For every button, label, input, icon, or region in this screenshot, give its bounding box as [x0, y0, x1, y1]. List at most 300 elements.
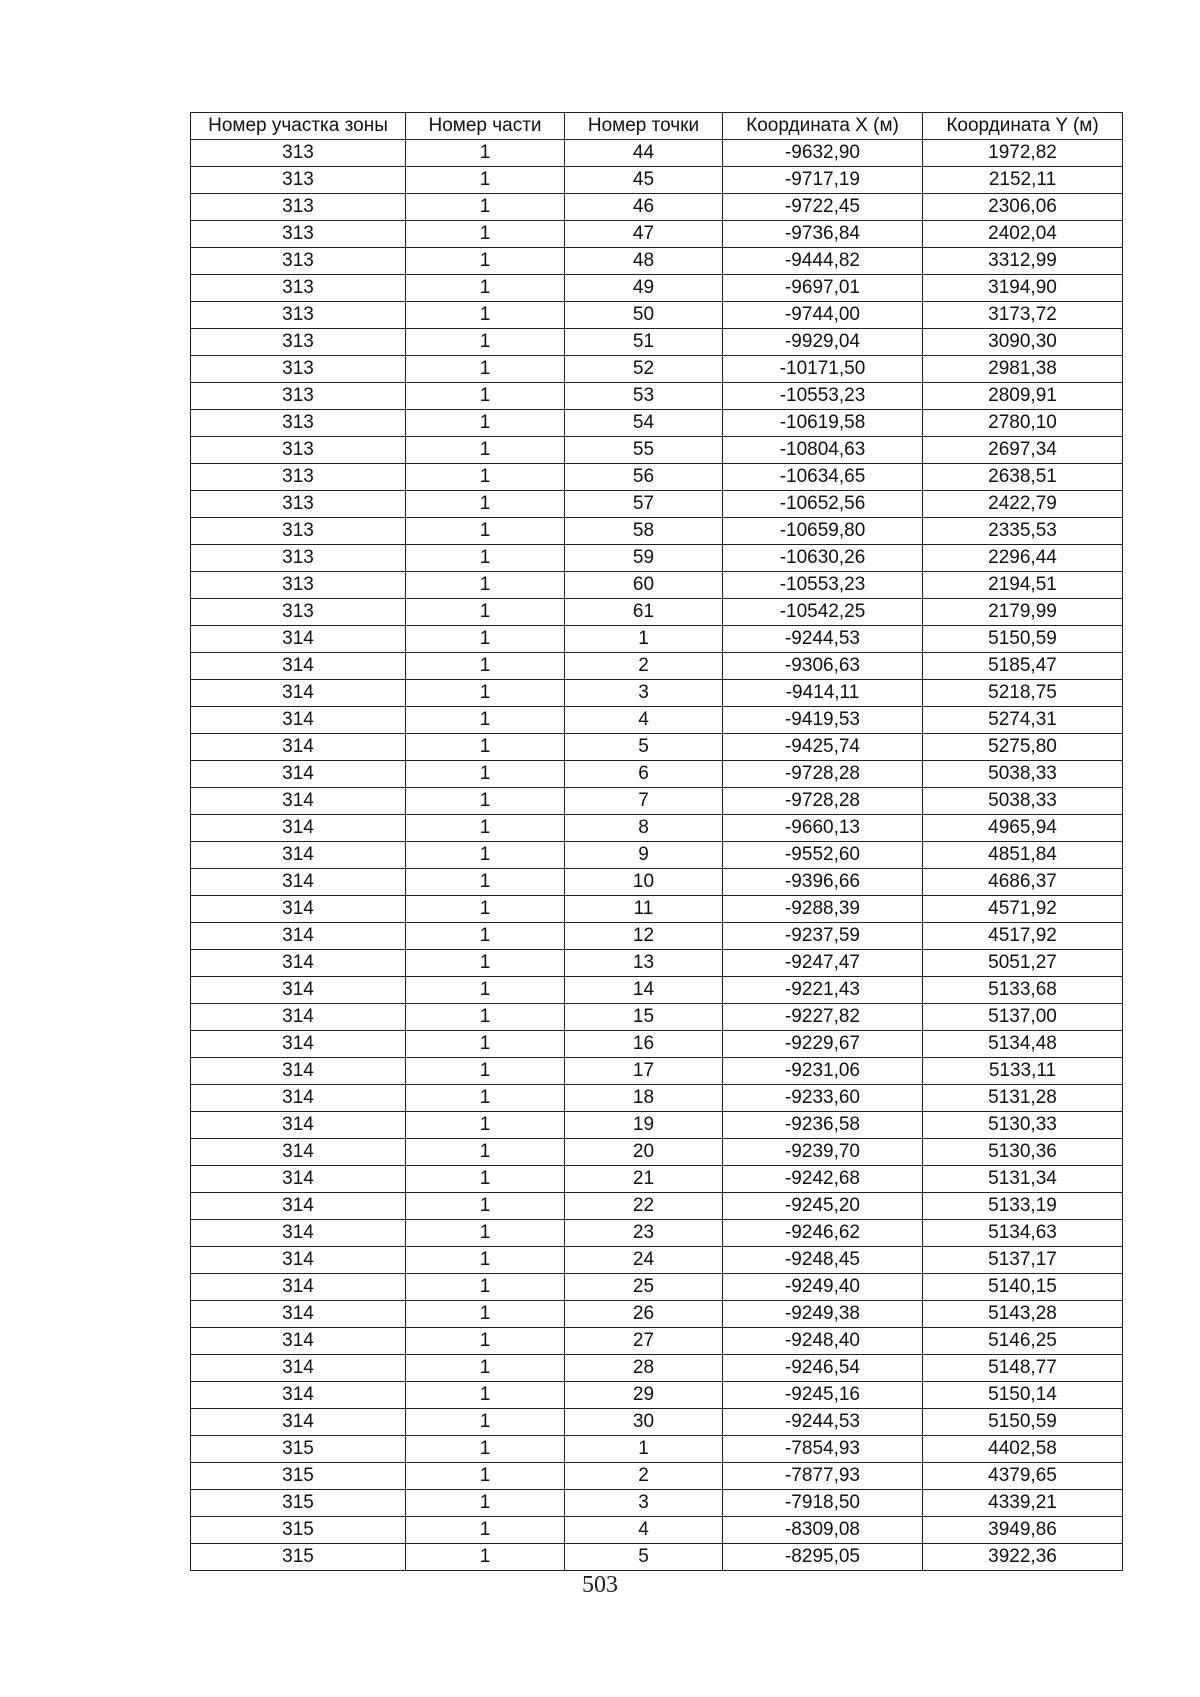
- cell-point-number: 16: [565, 1031, 723, 1058]
- cell-coordinate-x: -9237,59: [723, 923, 923, 950]
- cell-zone-plot-number: 313: [191, 275, 406, 302]
- cell-coordinate-x: -9728,28: [723, 788, 923, 815]
- table-row: [191, 1193, 1123, 1220]
- cell-zone-plot-number: 314: [191, 842, 406, 869]
- cell-coordinate-x: -8295,05: [723, 1544, 923, 1571]
- table-row: [191, 599, 1123, 626]
- cell-coordinate-y: 3173,72: [923, 302, 1123, 329]
- cell-coordinate-y: 5130,33: [923, 1112, 1123, 1139]
- cell-point-number: 20: [565, 1139, 723, 1166]
- cell-zone-plot-number: 314: [191, 977, 406, 1004]
- cell-coordinate-y: 5131,34: [923, 1166, 1123, 1193]
- cell-point-number: 56: [565, 464, 723, 491]
- table-row: [191, 1436, 1123, 1463]
- cell-coordinate-y: 3090,30: [923, 329, 1123, 356]
- cell-part-number: 1: [406, 923, 565, 950]
- cell-zone-plot-number: 313: [191, 599, 406, 626]
- cell-coordinate-y: 1972,82: [923, 140, 1123, 167]
- table-row: [191, 140, 1123, 167]
- cell-part-number: 1: [406, 653, 565, 680]
- cell-point-number: 55: [565, 437, 723, 464]
- cell-zone-plot-number: 314: [191, 1112, 406, 1139]
- cell-part-number: 1: [406, 734, 565, 761]
- table-row: [191, 1544, 1123, 1571]
- cell-coordinate-y: 4571,92: [923, 896, 1123, 923]
- cell-coordinate-x: -7854,93: [723, 1436, 923, 1463]
- table-row: [191, 491, 1123, 518]
- cell-zone-plot-number: 314: [191, 1301, 406, 1328]
- cell-zone-plot-number: 313: [191, 167, 406, 194]
- header-part-number: Номер части: [406, 113, 565, 140]
- header-row: [191, 113, 1123, 140]
- table-row: [191, 1058, 1123, 1085]
- cell-coordinate-y: 4517,92: [923, 923, 1123, 950]
- cell-coordinate-x: -10659,80: [723, 518, 923, 545]
- table-row: [191, 1166, 1123, 1193]
- cell-part-number: 1: [406, 815, 565, 842]
- cell-coordinate-y: 2422,79: [923, 491, 1123, 518]
- cell-part-number: 1: [406, 950, 565, 977]
- table-row: [191, 518, 1123, 545]
- table-row: [191, 896, 1123, 923]
- cell-point-number: 45: [565, 167, 723, 194]
- table-row: [191, 1409, 1123, 1436]
- cell-coordinate-y: 5133,11: [923, 1058, 1123, 1085]
- table-row: [191, 1112, 1123, 1139]
- cell-point-number: 8: [565, 815, 723, 842]
- cell-part-number: 1: [406, 329, 565, 356]
- cell-zone-plot-number: 313: [191, 329, 406, 356]
- cell-part-number: 1: [406, 491, 565, 518]
- cell-coordinate-y: 2638,51: [923, 464, 1123, 491]
- cell-point-number: 2: [565, 1463, 723, 1490]
- cell-part-number: 1: [406, 383, 565, 410]
- cell-zone-plot-number: 314: [191, 815, 406, 842]
- table-row: [191, 1463, 1123, 1490]
- table-row: [191, 842, 1123, 869]
- cell-zone-plot-number: 314: [191, 950, 406, 977]
- cell-zone-plot-number: 313: [191, 491, 406, 518]
- table-row: [191, 572, 1123, 599]
- cell-part-number: 1: [406, 1490, 565, 1517]
- cell-zone-plot-number: 315: [191, 1544, 406, 1571]
- cell-point-number: 48: [565, 248, 723, 275]
- cell-zone-plot-number: 313: [191, 383, 406, 410]
- cell-zone-plot-number: 314: [191, 869, 406, 896]
- cell-coordinate-y: 5185,47: [923, 653, 1123, 680]
- cell-part-number: 1: [406, 194, 565, 221]
- table-row: [191, 1490, 1123, 1517]
- cell-zone-plot-number: 314: [191, 761, 406, 788]
- cell-coordinate-y: 5140,15: [923, 1274, 1123, 1301]
- cell-part-number: 1: [406, 1355, 565, 1382]
- cell-zone-plot-number: 314: [191, 1274, 406, 1301]
- cell-coordinate-x: -10553,23: [723, 572, 923, 599]
- table-row: [191, 1382, 1123, 1409]
- cell-part-number: 1: [406, 869, 565, 896]
- cell-coordinate-y: 2402,04: [923, 221, 1123, 248]
- cell-part-number: 1: [406, 572, 565, 599]
- cell-coordinate-x: -10634,65: [723, 464, 923, 491]
- cell-coordinate-y: 5137,00: [923, 1004, 1123, 1031]
- cell-part-number: 1: [406, 1085, 565, 1112]
- cell-coordinate-y: 5150,59: [923, 626, 1123, 653]
- cell-zone-plot-number: 313: [191, 140, 406, 167]
- cell-coordinate-y: 2152,11: [923, 167, 1123, 194]
- cell-point-number: 5: [565, 734, 723, 761]
- table-row: [191, 923, 1123, 950]
- cell-point-number: 51: [565, 329, 723, 356]
- cell-coordinate-x: -9244,53: [723, 1409, 923, 1436]
- table-row: [191, 950, 1123, 977]
- cell-coordinate-y: 5146,25: [923, 1328, 1123, 1355]
- cell-zone-plot-number: 314: [191, 788, 406, 815]
- cell-coordinate-y: 5130,36: [923, 1139, 1123, 1166]
- cell-part-number: 1: [406, 1220, 565, 1247]
- table-row: [191, 356, 1123, 383]
- cell-part-number: 1: [406, 1301, 565, 1328]
- cell-coordinate-y: 5134,48: [923, 1031, 1123, 1058]
- table-row: [191, 248, 1123, 275]
- cell-coordinate-x: -9444,82: [723, 248, 923, 275]
- table-row: [191, 1247, 1123, 1274]
- cell-coordinate-y: 5134,63: [923, 1220, 1123, 1247]
- table-row: [191, 545, 1123, 572]
- cell-point-number: 24: [565, 1247, 723, 1274]
- cell-coordinate-x: -9396,66: [723, 869, 923, 896]
- cell-coordinate-x: -9249,38: [723, 1301, 923, 1328]
- cell-point-number: 53: [565, 383, 723, 410]
- cell-zone-plot-number: 314: [191, 1382, 406, 1409]
- cell-coordinate-x: -9231,06: [723, 1058, 923, 1085]
- cell-part-number: 1: [406, 1544, 565, 1571]
- cell-coordinate-x: -10804,63: [723, 437, 923, 464]
- table-row: [191, 275, 1123, 302]
- cell-coordinate-y: 2809,91: [923, 383, 1123, 410]
- cell-coordinate-y: 5274,31: [923, 707, 1123, 734]
- cell-zone-plot-number: 315: [191, 1436, 406, 1463]
- cell-coordinate-x: -9288,39: [723, 896, 923, 923]
- cell-point-number: 57: [565, 491, 723, 518]
- cell-coordinate-x: -10630,26: [723, 545, 923, 572]
- cell-point-number: 1: [565, 1436, 723, 1463]
- cell-zone-plot-number: 315: [191, 1490, 406, 1517]
- cell-part-number: 1: [406, 1058, 565, 1085]
- cell-coordinate-y: 4851,84: [923, 842, 1123, 869]
- cell-coordinate-y: 2697,34: [923, 437, 1123, 464]
- cell-part-number: 1: [406, 275, 565, 302]
- table-row: [191, 977, 1123, 1004]
- table-row: [191, 815, 1123, 842]
- cell-part-number: 1: [406, 1031, 565, 1058]
- cell-coordinate-x: -9229,67: [723, 1031, 923, 1058]
- cell-coordinate-x: -9221,43: [723, 977, 923, 1004]
- cell-zone-plot-number: 313: [191, 572, 406, 599]
- cell-part-number: 1: [406, 1463, 565, 1490]
- cell-point-number: 50: [565, 302, 723, 329]
- table-row: [191, 383, 1123, 410]
- page-number: 503: [582, 1572, 618, 1598]
- cell-zone-plot-number: 313: [191, 248, 406, 275]
- cell-point-number: 29: [565, 1382, 723, 1409]
- cell-point-number: 10: [565, 869, 723, 896]
- cell-coordinate-y: 5218,75: [923, 680, 1123, 707]
- cell-part-number: 1: [406, 1274, 565, 1301]
- cell-part-number: 1: [406, 1112, 565, 1139]
- cell-point-number: 12: [565, 923, 723, 950]
- cell-coordinate-x: -9246,62: [723, 1220, 923, 1247]
- cell-coordinate-x: -9552,60: [723, 842, 923, 869]
- cell-zone-plot-number: 314: [191, 707, 406, 734]
- cell-point-number: 15: [565, 1004, 723, 1031]
- cell-part-number: 1: [406, 761, 565, 788]
- header-coordinate-y: Координата Y (м): [923, 113, 1123, 140]
- cell-coordinate-y: 5133,19: [923, 1193, 1123, 1220]
- cell-point-number: 7: [565, 788, 723, 815]
- cell-part-number: 1: [406, 302, 565, 329]
- cell-coordinate-x: -9306,63: [723, 653, 923, 680]
- cell-coordinate-y: 4686,37: [923, 869, 1123, 896]
- cell-coordinate-x: -9736,84: [723, 221, 923, 248]
- table-row: [191, 302, 1123, 329]
- cell-coordinate-x: -9660,13: [723, 815, 923, 842]
- cell-point-number: 2: [565, 653, 723, 680]
- cell-point-number: 52: [565, 356, 723, 383]
- table-row: [191, 1220, 1123, 1247]
- cell-part-number: 1: [406, 545, 565, 572]
- cell-point-number: 13: [565, 950, 723, 977]
- cell-coordinate-x: -9233,60: [723, 1085, 923, 1112]
- cell-zone-plot-number: 314: [191, 1220, 406, 1247]
- table-row: [191, 437, 1123, 464]
- cell-coordinate-x: -9419,53: [723, 707, 923, 734]
- cell-coordinate-y: 5131,28: [923, 1085, 1123, 1112]
- table-row: [191, 329, 1123, 356]
- cell-coordinate-y: 4339,21: [923, 1490, 1123, 1517]
- cell-zone-plot-number: 314: [191, 1031, 406, 1058]
- cell-coordinate-x: -9244,53: [723, 626, 923, 653]
- cell-zone-plot-number: 313: [191, 464, 406, 491]
- cell-point-number: 27: [565, 1328, 723, 1355]
- cell-point-number: 1: [565, 626, 723, 653]
- cell-part-number: 1: [406, 356, 565, 383]
- table-row: [191, 410, 1123, 437]
- table-row: [191, 788, 1123, 815]
- cell-coordinate-x: -10652,56: [723, 491, 923, 518]
- cell-point-number: 59: [565, 545, 723, 572]
- cell-coordinate-y: 4379,65: [923, 1463, 1123, 1490]
- cell-zone-plot-number: 313: [191, 356, 406, 383]
- cell-coordinate-y: 5133,68: [923, 977, 1123, 1004]
- cell-zone-plot-number: 314: [191, 896, 406, 923]
- table-row: [191, 761, 1123, 788]
- table-row: [191, 653, 1123, 680]
- cell-coordinate-y: 5137,17: [923, 1247, 1123, 1274]
- cell-point-number: 19: [565, 1112, 723, 1139]
- header-coordinate-x: Координата X (м): [723, 113, 923, 140]
- cell-point-number: 47: [565, 221, 723, 248]
- cell-coordinate-y: 3312,99: [923, 248, 1123, 275]
- cell-point-number: 14: [565, 977, 723, 1004]
- cell-part-number: 1: [406, 1382, 565, 1409]
- cell-part-number: 1: [406, 1166, 565, 1193]
- cell-part-number: 1: [406, 464, 565, 491]
- cell-point-number: 26: [565, 1301, 723, 1328]
- cell-part-number: 1: [406, 1517, 565, 1544]
- cell-part-number: 1: [406, 1328, 565, 1355]
- table-row: [191, 1517, 1123, 1544]
- cell-point-number: 61: [565, 599, 723, 626]
- cell-part-number: 1: [406, 410, 565, 437]
- cell-part-number: 1: [406, 1409, 565, 1436]
- cell-point-number: 22: [565, 1193, 723, 1220]
- cell-zone-plot-number: 314: [191, 1409, 406, 1436]
- cell-part-number: 1: [406, 437, 565, 464]
- cell-part-number: 1: [406, 518, 565, 545]
- cell-part-number: 1: [406, 842, 565, 869]
- cell-coordinate-y: 5275,80: [923, 734, 1123, 761]
- cell-zone-plot-number: 313: [191, 437, 406, 464]
- table-row: [191, 1004, 1123, 1031]
- cell-part-number: 1: [406, 248, 565, 275]
- cell-part-number: 1: [406, 1193, 565, 1220]
- cell-coordinate-x: -9929,04: [723, 329, 923, 356]
- cell-part-number: 1: [406, 1139, 565, 1166]
- cell-point-number: 18: [565, 1085, 723, 1112]
- cell-point-number: 44: [565, 140, 723, 167]
- cell-coordinate-x: -10619,58: [723, 410, 923, 437]
- cell-zone-plot-number: 314: [191, 734, 406, 761]
- cell-part-number: 1: [406, 626, 565, 653]
- cell-coordinate-y: 3922,36: [923, 1544, 1123, 1571]
- cell-coordinate-x: -9425,74: [723, 734, 923, 761]
- table-row: [191, 734, 1123, 761]
- cell-coordinate-x: -7918,50: [723, 1490, 923, 1517]
- cell-zone-plot-number: 314: [191, 1328, 406, 1355]
- cell-coordinate-x: -9236,58: [723, 1112, 923, 1139]
- cell-zone-plot-number: 313: [191, 194, 406, 221]
- cell-coordinate-y: 5143,28: [923, 1301, 1123, 1328]
- table-row: [191, 707, 1123, 734]
- cell-coordinate-x: -9245,20: [723, 1193, 923, 1220]
- cell-zone-plot-number: 313: [191, 545, 406, 572]
- table-row: [191, 1139, 1123, 1166]
- table-row: [191, 1355, 1123, 1382]
- cell-part-number: 1: [406, 1436, 565, 1463]
- cell-zone-plot-number: 315: [191, 1517, 406, 1544]
- cell-coordinate-y: 2335,53: [923, 518, 1123, 545]
- cell-coordinate-x: -10553,23: [723, 383, 923, 410]
- cell-coordinate-x: -9246,54: [723, 1355, 923, 1382]
- cell-zone-plot-number: 314: [191, 1193, 406, 1220]
- cell-coordinate-x: -9414,11: [723, 680, 923, 707]
- cell-zone-plot-number: 313: [191, 221, 406, 248]
- cell-coordinate-y: 5150,14: [923, 1382, 1123, 1409]
- cell-point-number: 3: [565, 1490, 723, 1517]
- cell-zone-plot-number: 314: [191, 1058, 406, 1085]
- cell-zone-plot-number: 314: [191, 1247, 406, 1274]
- cell-point-number: 4: [565, 707, 723, 734]
- table-row: [191, 680, 1123, 707]
- cell-point-number: 17: [565, 1058, 723, 1085]
- cell-coordinate-x: -9242,68: [723, 1166, 923, 1193]
- cell-point-number: 21: [565, 1166, 723, 1193]
- cell-coordinate-x: -10542,25: [723, 599, 923, 626]
- cell-coordinate-y: 5148,77: [923, 1355, 1123, 1382]
- cell-coordinate-y: 2306,06: [923, 194, 1123, 221]
- cell-zone-plot-number: 314: [191, 653, 406, 680]
- cell-zone-plot-number: 314: [191, 680, 406, 707]
- table-row: [191, 1085, 1123, 1112]
- cell-coordinate-x: -9632,90: [723, 140, 923, 167]
- cell-point-number: 11: [565, 896, 723, 923]
- cell-point-number: 5: [565, 1544, 723, 1571]
- cell-zone-plot-number: 313: [191, 518, 406, 545]
- cell-point-number: 23: [565, 1220, 723, 1247]
- cell-part-number: 1: [406, 788, 565, 815]
- cell-coordinate-y: 2780,10: [923, 410, 1123, 437]
- table-row: [191, 1301, 1123, 1328]
- cell-coordinate-x: -9227,82: [723, 1004, 923, 1031]
- cell-zone-plot-number: 314: [191, 1166, 406, 1193]
- table-row: [191, 1274, 1123, 1301]
- cell-zone-plot-number: 313: [191, 410, 406, 437]
- cell-coordinate-y: 2194,51: [923, 572, 1123, 599]
- cell-coordinate-y: 2296,44: [923, 545, 1123, 572]
- cell-coordinate-x: -7877,93: [723, 1463, 923, 1490]
- cell-coordinate-x: -9248,45: [723, 1247, 923, 1274]
- cell-coordinate-x: -9728,28: [723, 761, 923, 788]
- cell-zone-plot-number: 314: [191, 923, 406, 950]
- cell-zone-plot-number: 315: [191, 1463, 406, 1490]
- table-row: [191, 1328, 1123, 1355]
- cell-coordinate-y: 3194,90: [923, 275, 1123, 302]
- cell-coordinate-y: 2179,99: [923, 599, 1123, 626]
- table-row: [191, 167, 1123, 194]
- cell-zone-plot-number: 313: [191, 302, 406, 329]
- table-row: [191, 1031, 1123, 1058]
- cell-point-number: 46: [565, 194, 723, 221]
- header-zone-plot-number: Номер участка зоны: [191, 113, 406, 140]
- cell-coordinate-x: -9717,19: [723, 167, 923, 194]
- cell-coordinate-x: -9239,70: [723, 1139, 923, 1166]
- cell-part-number: 1: [406, 1247, 565, 1274]
- cell-point-number: 58: [565, 518, 723, 545]
- cell-point-number: 25: [565, 1274, 723, 1301]
- cell-point-number: 28: [565, 1355, 723, 1382]
- coordinates-table: [190, 112, 1123, 1571]
- cell-point-number: 3: [565, 680, 723, 707]
- cell-point-number: 54: [565, 410, 723, 437]
- cell-point-number: 9: [565, 842, 723, 869]
- cell-point-number: 60: [565, 572, 723, 599]
- cell-part-number: 1: [406, 977, 565, 1004]
- table-row: [191, 626, 1123, 653]
- cell-part-number: 1: [406, 896, 565, 923]
- cell-coordinate-y: 5038,33: [923, 761, 1123, 788]
- cell-coordinate-x: -9245,16: [723, 1382, 923, 1409]
- cell-zone-plot-number: 314: [191, 1085, 406, 1112]
- cell-part-number: 1: [406, 221, 565, 248]
- cell-coordinate-x: -9722,45: [723, 194, 923, 221]
- cell-part-number: 1: [406, 140, 565, 167]
- cell-coordinate-y: 5051,27: [923, 950, 1123, 977]
- cell-point-number: 6: [565, 761, 723, 788]
- table-row: [191, 869, 1123, 896]
- cell-zone-plot-number: 314: [191, 1355, 406, 1382]
- cell-coordinate-x: -8309,08: [723, 1517, 923, 1544]
- cell-coordinate-y: 4402,58: [923, 1436, 1123, 1463]
